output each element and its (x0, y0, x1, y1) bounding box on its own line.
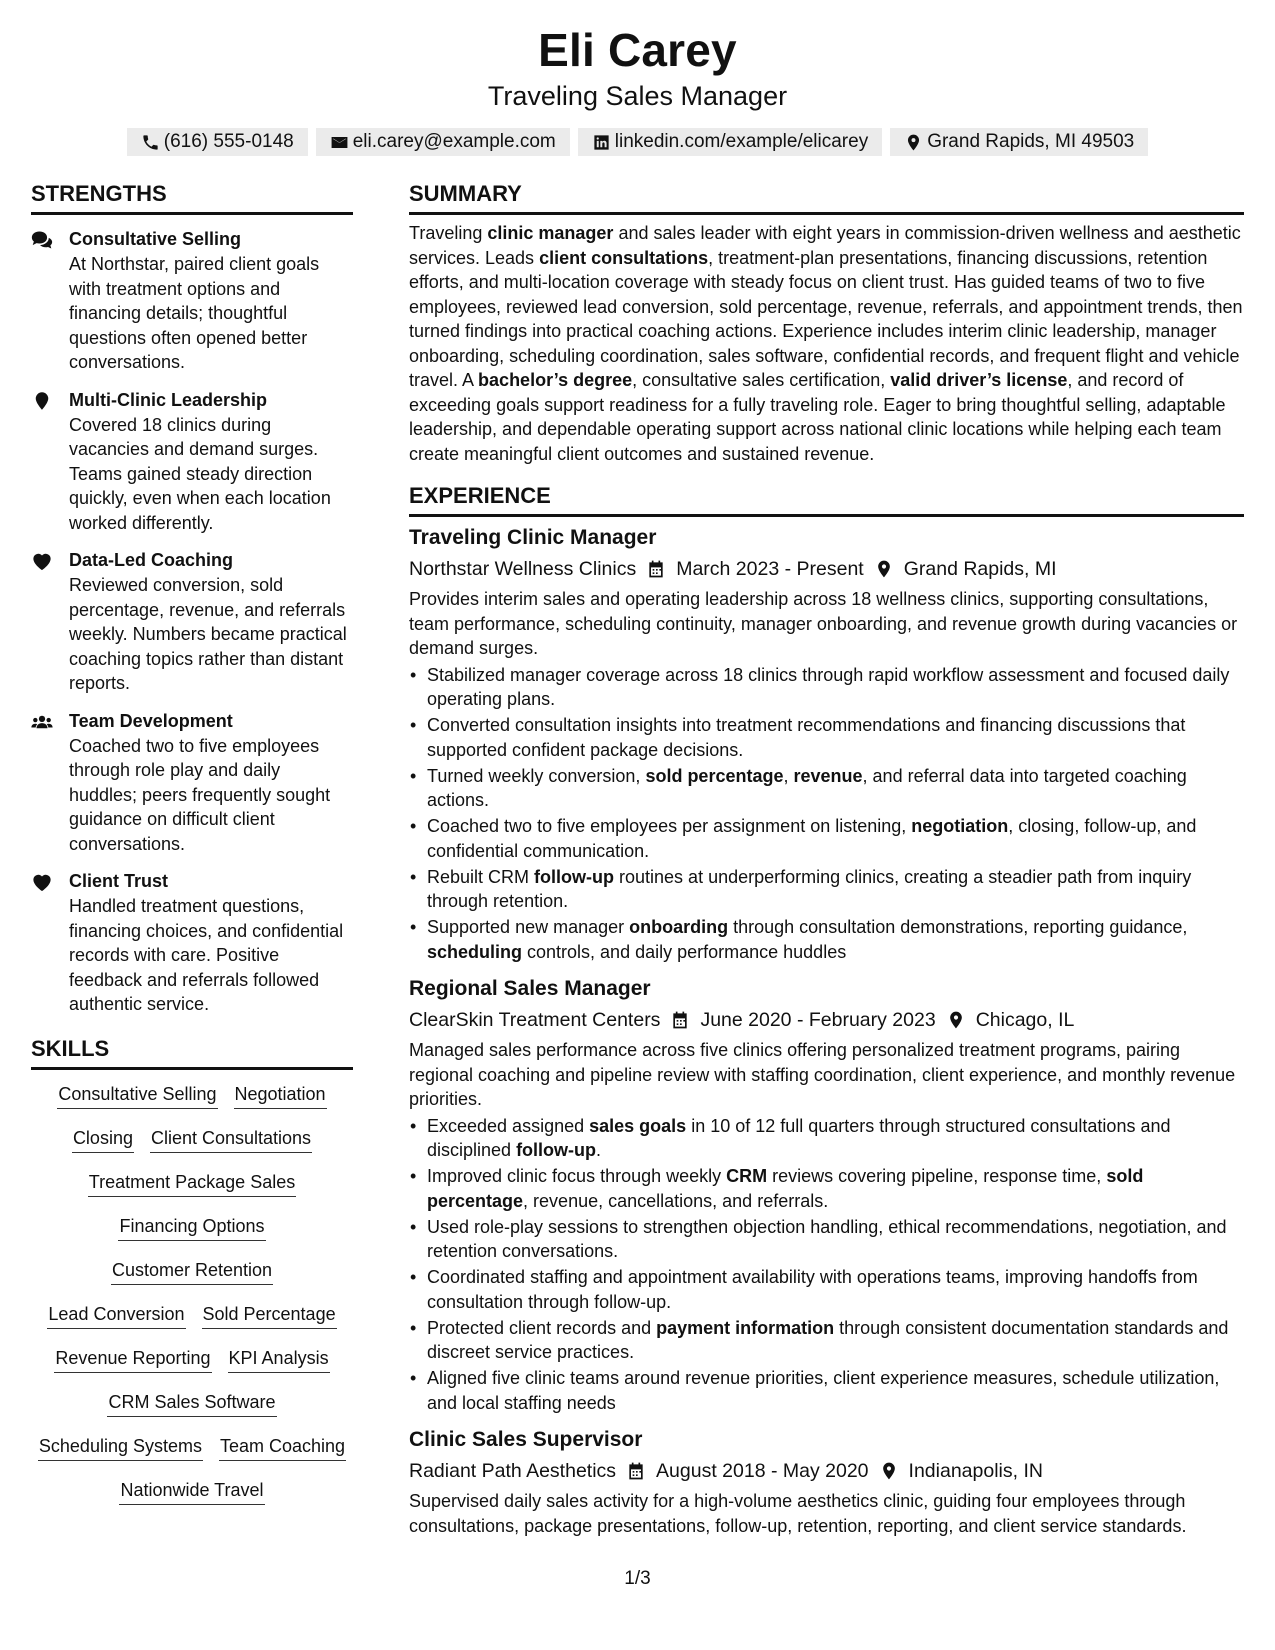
job-description: Provides interim sales and operating leadership across 18 wellness clinics, supporting consultations, team performance, scheduling continuity, manager onboarding, and revenue growth during vacancies or demand surges. (409, 589, 1238, 658)
job-bullet: • Improved clinic focus through weekly CRM reviews covering pipeline, response time, sold percentage, revenue, cancellations, and referrals. (409, 1164, 1244, 1213)
job-dates: March 2023 - Present (676, 558, 864, 580)
job-location: Chicago, IL (975, 1009, 1075, 1031)
job-description: Supervised daily sales activity for a high-volume aesthetics clinic, guiding four employees through consultations, package presentations, follow-up, retention, reporting, and client service standards. (409, 1491, 1187, 1536)
contact-location-text: Grand Rapids, MI 49503 (927, 131, 1135, 152)
summary-text: Traveling clinic manager and sales leader with eight years in commission-driven wellness and aesthetic services. Leads client consultations, treatment-plan presentations, financing discussions, retention efforts, and multi-location coverage with steady focus on client trust. Has guided teams of two to five employees, reviewed lead conversion, sold percentage, revenue, referrals, and appointment trends, then turned findings into practical coaching actions. Experience includes interim clinic leadership, manager onboarding, scheduling coordination, sales software, confidential records, and frequent flight and vehicle travel. A bachelor’s degree, consultative sales certification, valid driver’s license, and record of exceeding goals support readiness for a fully traveling role. Eager to bring thoughtful selling, adaptable leadership, and dependable operating support across national clinic locations while helping each team create meaningful client outcomes and sustained revenue. (409, 223, 1243, 464)
strength-description: Covered 18 clinics during vacancies and demand surges. Teams gained steady direction quickly, even when each location worked differently. (69, 414, 331, 533)
heart-icon (31, 872, 53, 892)
left-column (31, 178, 353, 1505)
job-title: Regional Sales Manager (409, 977, 651, 1000)
job-bullet: • Supported new manager onboarding through consultation demonstrations, reporting guidance, scheduling controls, and daily performance huddles (409, 915, 1244, 964)
job-entry (409, 523, 1244, 964)
job-bullet: • Coordinated staffing and appointment availability with operations teams, improving handoffs from consultation through follow-up. (409, 1265, 1244, 1314)
contact-email-text: eli.carey@example.com (352, 131, 556, 152)
skill-tag: Lead Conversion (47, 1302, 185, 1329)
contact-phone-text: (616) 555-0148 (163, 131, 294, 152)
job-dates: August 2018 - May 2020 (656, 1460, 869, 1482)
linkedin-icon (592, 133, 611, 152)
job-bullets (409, 663, 1244, 965)
strength-item (31, 869, 353, 1017)
strength-item (31, 548, 353, 696)
strength-title: Data-Led Coaching (69, 550, 234, 570)
strength-title: Client Trust (69, 871, 169, 891)
page-number: 1/3 (624, 1568, 651, 1589)
chat-bubbles-icon (31, 230, 53, 250)
job-bullet: • Rebuilt CRM follow-up routines at underperforming clinics, creating a steadier path from inquiry through retention. (409, 865, 1244, 914)
map-pin-icon (946, 1010, 966, 1030)
skill-tag: KPI Analysis (228, 1346, 330, 1373)
job-bullet: • Turned weekly conversion, sold percentage, revenue, and referral data into targeted coaching actions. (409, 764, 1244, 813)
skill-tag: Financing Options (118, 1214, 265, 1241)
skill-tag: Closing (72, 1126, 134, 1153)
contact-email[interactable] (316, 128, 570, 156)
skill-tag: Revenue Reporting (54, 1346, 211, 1373)
resume-header (0, 22, 1275, 156)
map-pin-icon (874, 559, 894, 579)
strength-item (31, 388, 353, 536)
candidate-name: Eli Carey (538, 24, 737, 76)
skill-tag: Team Coaching (219, 1434, 346, 1461)
strength-description: At Northstar, paired client goals with treatment options and financing details; thoughtful questions often opened better conversations. (69, 254, 320, 372)
job-bullet: • Converted consultation insights into treatment recommendations and financing discussions that supported confident package decisions. (409, 713, 1244, 762)
job-title: Clinic Sales Supervisor (409, 1428, 643, 1451)
envelope-icon (330, 133, 349, 152)
calendar-icon (626, 1461, 646, 1481)
job-company: Radiant Path Aesthetics (409, 1460, 617, 1482)
skill-tag: Negotiation (234, 1082, 327, 1109)
skill-tag: Sold Percentage (202, 1302, 337, 1329)
skill-tag: Nationwide Travel (119, 1478, 264, 1505)
strengths-heading: STRENGTHS (31, 178, 353, 215)
skills-list (31, 1082, 353, 1505)
job-entry (409, 974, 1244, 1415)
job-location: Grand Rapids, MI (903, 558, 1057, 580)
job-bullet: • Exceeded assigned sales goals in 10 of 12 full quarters through structured consultations and disciplined follow-up. (409, 1114, 1244, 1163)
map-pin-icon (879, 1461, 899, 1481)
strength-title: Multi-Clinic Leadership (69, 389, 268, 410)
job-bullet: • Aligned five clinic teams around revenue priorities, client experience measures, schedule utilization, and local staffing needs (409, 1366, 1244, 1415)
map-marker-icon (31, 391, 53, 411)
strength-description: Handled treatment questions, financing choices, and confidential records with care. Positive feedback and referrals followed authentic service. (69, 896, 344, 1014)
strength-item (31, 709, 353, 857)
calendar-icon (670, 1010, 690, 1030)
contact-phone[interactable] (127, 128, 308, 156)
summary-heading: SUMMARY (409, 178, 1244, 215)
job-bullets (409, 1114, 1244, 1416)
contact-linkedin[interactable] (578, 128, 882, 156)
job-description: Managed sales performance across five clinics offering personalized treatment programs, pairing regional coaching and pipeline review with staffing coordination, client experience, and monthly revenue priorities. (409, 1040, 1236, 1109)
skill-tag: Customer Retention (111, 1258, 273, 1285)
experience-heading: EXPERIENCE (409, 480, 1244, 517)
calendar-icon (646, 559, 666, 579)
job-company: ClearSkin Treatment Centers (409, 1009, 661, 1031)
job-bullet: • Stabilized manager coverage across 18 clinics through rapid workflow assessment and focused daily operating plans. (409, 663, 1244, 712)
phone-icon (141, 133, 160, 152)
strength-title: Consultative Selling (69, 229, 242, 249)
contact-linkedin-text: linkedin.com/example/elicarey (614, 131, 869, 152)
strength-description: Reviewed conversion, sold percentage, revenue, and referrals weekly. Numbers became practical coaching topics rather than distant reports. (69, 575, 347, 693)
strength-title: Team Development (69, 710, 233, 731)
job-location: Indianapolis, IN (908, 1460, 1043, 1482)
skill-tag: Scheduling Systems (38, 1434, 203, 1461)
users-icon (31, 712, 53, 732)
skill-tag: Client Consultations (150, 1126, 312, 1153)
skills-heading: SKILLS (31, 1033, 353, 1070)
job-meta (409, 553, 1244, 585)
strength-description: Coached two to five employees through role play and daily huddles; peers frequently sought guidance on difficult client conversations. (69, 735, 331, 854)
contact-bar (0, 128, 1275, 156)
skill-tag: Treatment Package Sales (88, 1170, 296, 1197)
job-company: Northstar Wellness Clinics (409, 558, 637, 580)
skill-tag: Consultative Selling (57, 1082, 217, 1109)
job-dates: June 2020 - February 2023 (700, 1009, 936, 1031)
right-column (409, 178, 1244, 1540)
heart-icon (31, 551, 53, 571)
job-bullet: • Coached two to five employees per assignment on listening, negotiation, closing, follow-up, and confidential communication. (409, 814, 1244, 863)
job-title: Traveling Clinic Manager (409, 526, 657, 549)
job-bullet: • Used role-play sessions to strengthen objection handling, ethical recommendations, negotiation, and retention conversations. (409, 1215, 1244, 1264)
job-entry (409, 1425, 1244, 1538)
skill-tag: CRM Sales Software (107, 1390, 276, 1417)
strength-item (31, 227, 353, 375)
experience-list (409, 523, 1244, 1538)
job-meta (409, 1004, 1244, 1036)
job-meta (409, 1455, 1244, 1487)
job-bullet: • Protected client records and payment information through consistent documentation standards and discreet service practices. (409, 1316, 1244, 1365)
map-pin-icon (904, 133, 923, 152)
contact-location (890, 128, 1148, 156)
candidate-title: Traveling Sales Manager (487, 81, 788, 111)
